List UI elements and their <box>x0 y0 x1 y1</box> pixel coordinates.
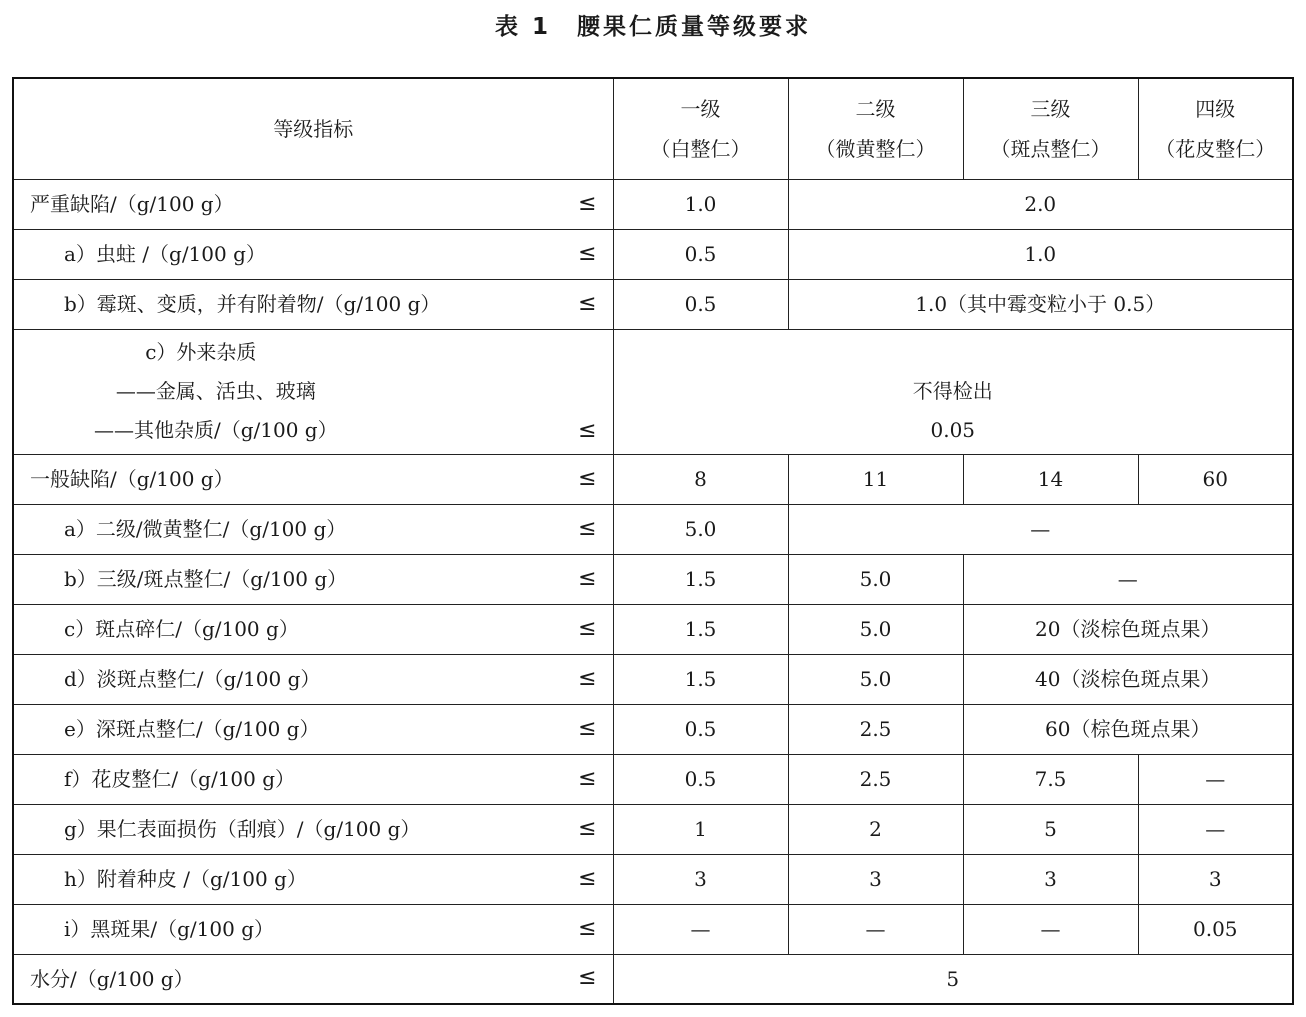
cell: — <box>963 554 1293 604</box>
row-label-cell <box>13 904 613 954</box>
cell: 5.0 <box>788 654 963 704</box>
row-label-cell <box>13 754 613 804</box>
row-label: e）深斑点整仁/（g/100 g） <box>64 717 320 741</box>
cell: 5 <box>613 954 1293 1004</box>
leq-symbol: ≤ <box>578 565 597 591</box>
row-sublabel: ——其他杂质/（g/100 g） <box>94 418 338 442</box>
cell: 5.0 <box>788 554 963 604</box>
cell: 5 <box>963 804 1138 854</box>
header-row <box>13 78 1293 179</box>
cell: 0.5 <box>613 754 788 804</box>
row-label: b）霉斑、变质，并有附着物/（g/100 g） <box>64 292 441 316</box>
row-label-cell <box>13 229 613 279</box>
grade-4-sub: （花皮整仁） <box>1155 136 1276 161</box>
cell: 14 <box>963 454 1138 504</box>
row-label-cell <box>13 179 613 229</box>
cell: 0.5 <box>613 279 788 329</box>
leq-symbol: ≤ <box>578 965 597 991</box>
table-row <box>13 604 1293 654</box>
cell: 2.0 <box>788 179 1293 229</box>
grade-1-sub: （白整仁） <box>650 136 751 161</box>
row-label-cell <box>13 704 613 754</box>
table-row <box>13 704 1293 754</box>
row-label: 水分/（g/100 g） <box>30 966 194 991</box>
row-label-cell <box>13 504 613 554</box>
row-label-cell <box>13 654 613 704</box>
row-label: b）三级/斑点整仁/（g/100 g） <box>64 567 348 591</box>
table-row <box>13 279 1293 329</box>
row-label: g）果仁表面损伤（刮痕）/（g/100 g） <box>64 817 421 841</box>
cell <box>613 329 1293 454</box>
table-row <box>13 804 1293 854</box>
cell: 0.5 <box>613 229 788 279</box>
grade-3-name: 三级 <box>1030 96 1071 121</box>
row-label: 严重缺陷/（g/100 g） <box>30 192 234 216</box>
row-label-cell <box>13 329 613 454</box>
cell: 0.5 <box>613 704 788 754</box>
row-label-cell <box>13 604 613 654</box>
leq-symbol: ≤ <box>578 615 597 641</box>
grade-4-header <box>1138 78 1293 179</box>
cell: 3 <box>613 854 788 904</box>
cell: 3 <box>1138 854 1293 904</box>
cell: 60 <box>1138 454 1293 504</box>
row-label: 一般缺陷/（g/100 g） <box>30 467 234 491</box>
leq-symbol: ≤ <box>578 765 597 791</box>
cell: 1.5 <box>613 604 788 654</box>
row-label: d）淡斑点整仁/（g/100 g） <box>64 667 321 691</box>
leq-symbol: ≤ <box>578 865 597 891</box>
leq-symbol: ≤ <box>578 240 597 266</box>
leq-symbol: ≤ <box>578 515 597 541</box>
table-row <box>13 454 1293 504</box>
row-label: a）虫蛀 /（g/100 g） <box>64 242 266 266</box>
grade-1-header <box>613 78 788 179</box>
grade-4-name: 四级 <box>1195 96 1236 121</box>
cell: 60（棕色斑点果） <box>963 704 1293 754</box>
row-label: c）斑点碎仁/（g/100 g） <box>64 617 299 641</box>
cell: 40（淡棕色斑点果） <box>963 654 1293 704</box>
cell: — <box>1138 754 1293 804</box>
leq-symbol: ≤ <box>578 665 597 691</box>
cell: 1.0（其中霉变粒小于 0.5） <box>788 279 1293 329</box>
cell: 20（淡棕色斑点果） <box>963 604 1293 654</box>
cell: 5.0 <box>788 604 963 654</box>
table-row <box>13 754 1293 804</box>
table-row <box>13 854 1293 904</box>
grade-2-name: 二级 <box>855 96 896 121</box>
cell: 8 <box>613 454 788 504</box>
grade-3-header <box>963 78 1138 179</box>
table-row <box>13 904 1293 954</box>
leq-symbol: ≤ <box>578 465 597 491</box>
leq-symbol: ≤ <box>578 715 597 741</box>
row-sublabel: ——金属、活虫、玻璃 <box>115 379 316 403</box>
grade-2-header <box>788 78 963 179</box>
cell: 2.5 <box>788 754 963 804</box>
cell: 5.0 <box>613 504 788 554</box>
grade-3-sub: （斑点整仁） <box>990 136 1111 161</box>
table-title: 表 1 腰果仁质量等级要求 <box>494 14 811 40</box>
grade-requirements-table <box>12 77 1294 1005</box>
cell: 11 <box>788 454 963 504</box>
row-label-cell <box>13 804 613 854</box>
leq-symbol: ≤ <box>578 190 597 216</box>
cell-value: 0.05 <box>930 418 976 442</box>
leq-symbol: ≤ <box>578 290 597 316</box>
cell: 1.5 <box>613 654 788 704</box>
cell: 3 <box>788 854 963 904</box>
cell: 2.5 <box>788 704 963 754</box>
cell: — <box>1138 804 1293 854</box>
row-label: c）外来杂质 <box>145 340 257 364</box>
cell: 1 <box>613 804 788 854</box>
row-label-cell <box>13 854 613 904</box>
indicator-header: 等级指标 <box>13 78 613 179</box>
cell: 7.5 <box>963 754 1138 804</box>
grade-2-sub: （微黄整仁） <box>815 136 936 161</box>
cell: 0.05 <box>1138 904 1293 954</box>
cell: 2 <box>788 804 963 854</box>
cell: — <box>963 904 1138 954</box>
cell: 1.0 <box>788 229 1293 279</box>
cell: — <box>788 504 1293 554</box>
table-row <box>13 229 1293 279</box>
row-label: h）附着种皮 /（g/100 g） <box>64 867 307 891</box>
leq-symbol: ≤ <box>578 418 597 443</box>
grade-1-name: 一级 <box>680 96 721 121</box>
row-label-cell <box>13 954 613 1004</box>
table-row <box>13 654 1293 704</box>
leq-symbol: ≤ <box>578 915 597 941</box>
row-label: a）二级/微黄整仁/（g/100 g） <box>64 517 347 541</box>
row-label: i）黑斑果/（g/100 g） <box>64 917 275 941</box>
row-label-cell <box>13 279 613 329</box>
row-label-cell <box>13 454 613 504</box>
cell: 1.5 <box>613 554 788 604</box>
row-label: f）花皮整仁/（g/100 g） <box>64 767 296 791</box>
table-row <box>13 179 1293 229</box>
cell-value: 不得检出 <box>912 379 993 403</box>
cell: — <box>788 904 963 954</box>
table-row <box>13 329 1293 454</box>
table-row <box>13 554 1293 604</box>
table-row <box>13 504 1293 554</box>
row-label-cell <box>13 554 613 604</box>
cell: 3 <box>963 854 1138 904</box>
table-row <box>13 954 1293 1004</box>
leq-symbol: ≤ <box>578 815 597 841</box>
cell: 1.0 <box>613 179 788 229</box>
cell: — <box>613 904 788 954</box>
